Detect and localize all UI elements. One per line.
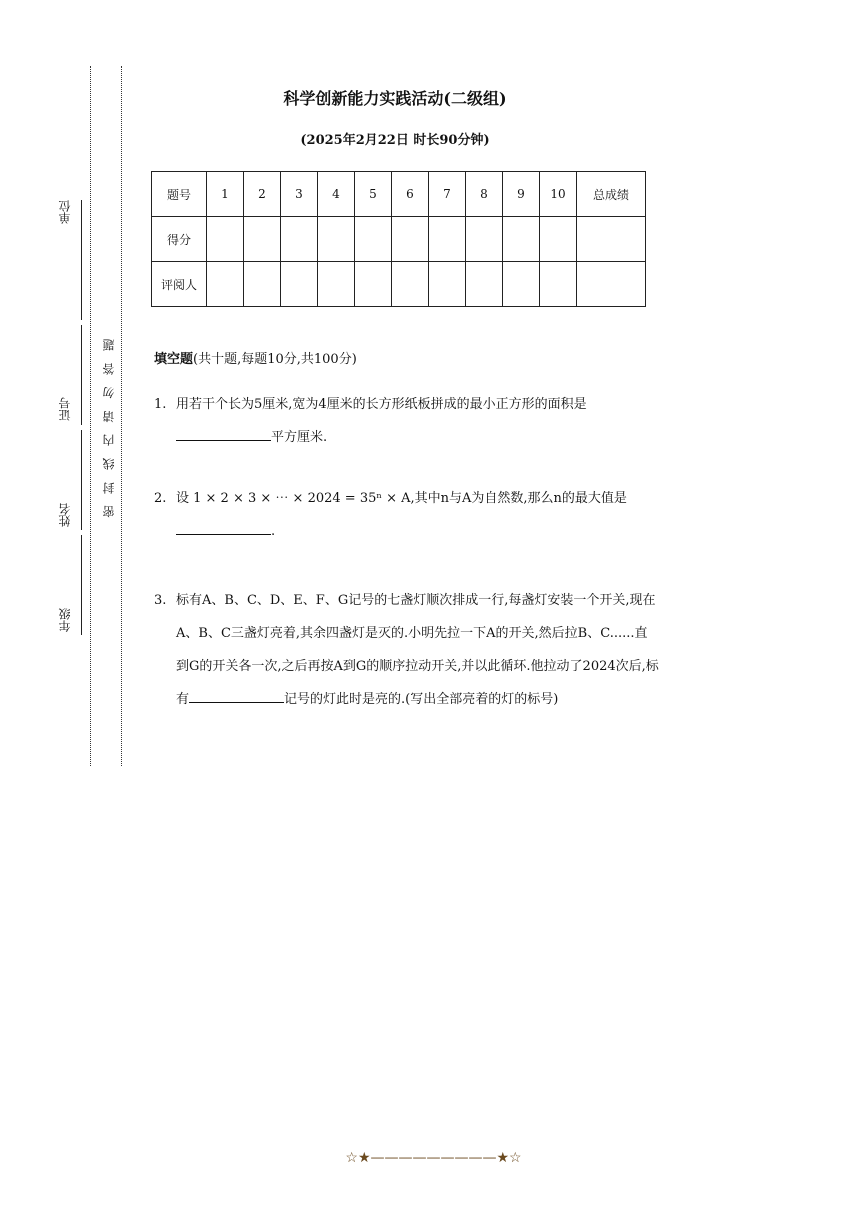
question-text: 设 1 × 2 × 3 × ⋯ × 2024 = 35ⁿ × A,其中n与A为自然数,那么n的最大值是 xyxy=(176,491,627,506)
row-label: 评阅人 xyxy=(152,262,207,307)
grader-cell xyxy=(466,262,503,307)
score-cell xyxy=(577,217,646,262)
question-text-suffix: . xyxy=(271,524,276,539)
table-row xyxy=(152,217,646,262)
question-number: 3. xyxy=(154,593,167,608)
unit-line xyxy=(81,200,82,320)
grader-cell xyxy=(503,262,540,307)
score-table xyxy=(151,171,646,307)
outer-dotted-line xyxy=(90,66,91,766)
id-label: 证号 xyxy=(58,397,72,421)
section-note: (共十题,每题10分,共100分) xyxy=(193,352,357,367)
name-line xyxy=(81,430,82,530)
inner-dotted-line xyxy=(121,66,122,766)
name-field xyxy=(56,503,73,527)
unit-field xyxy=(56,200,73,224)
score-cell xyxy=(281,217,318,262)
question-text: 标有A、B、C、D、E、F、G记号的七盏灯顺次排成一行,每盏灯安装一个开关,现在A、B、C三盏灯亮着,其余四盏灯是灭的.小明先拉一下A的开关,然后拉B、C......直到G的开关各一次,之后再按A到G的顺序拉动开关,并以此循环.他拉动了2024次后,标有 xyxy=(176,593,659,707)
column-header: 2 xyxy=(244,172,281,217)
grader-cell xyxy=(429,262,466,307)
grader-cell xyxy=(281,262,318,307)
id-line xyxy=(81,325,82,425)
column-header: 7 xyxy=(429,172,466,217)
page-subtitle: (2025年2月22日 时长90分钟) xyxy=(300,133,490,148)
seal-notice: 密 封 线 内 请 勿 答 题 xyxy=(102,335,116,518)
score-cell xyxy=(207,217,244,262)
column-header: 10 xyxy=(540,172,577,217)
grader-cell xyxy=(392,262,429,307)
column-header: 9 xyxy=(503,172,540,217)
column-header: 总成绩 xyxy=(577,172,646,217)
footer-ornament: ☆★—————————★☆ xyxy=(345,1150,522,1166)
row-label: 得分 xyxy=(152,217,207,262)
row-label: 题号 xyxy=(152,172,207,217)
question-text: 用若干个长为5厘米,宽为4厘米的长方形纸板拼成的最小正方形的面积是 xyxy=(176,397,587,412)
score-cell xyxy=(244,217,281,262)
unit-label: 单位 xyxy=(58,200,72,224)
section-label: 填空题 xyxy=(154,352,194,367)
grader-cell xyxy=(207,262,244,307)
score-cell xyxy=(466,217,503,262)
answer-blank[interactable] xyxy=(176,426,271,441)
page-title: 科学创新能力实践活动(二级组) xyxy=(283,89,507,108)
question-text-suffix: 平方厘米. xyxy=(271,430,328,445)
column-header: 6 xyxy=(392,172,429,217)
name-label: 姓名 xyxy=(58,503,72,527)
grader-cell xyxy=(318,262,355,307)
grader-cell xyxy=(244,262,281,307)
score-cell xyxy=(503,217,540,262)
table-row xyxy=(152,262,646,307)
score-cell xyxy=(355,217,392,262)
question-number: 2. xyxy=(154,491,167,506)
table-row xyxy=(152,172,646,217)
grade-line xyxy=(81,535,82,635)
grade-label: 年级 xyxy=(58,608,72,632)
question-2 xyxy=(154,482,659,548)
column-header: 3 xyxy=(281,172,318,217)
column-header: 5 xyxy=(355,172,392,217)
question-1 xyxy=(154,388,659,454)
section-heading xyxy=(154,348,357,367)
grader-cell xyxy=(355,262,392,307)
column-header: 4 xyxy=(318,172,355,217)
id-field xyxy=(56,397,73,421)
grader-cell xyxy=(540,262,577,307)
grader-cell xyxy=(577,262,646,307)
column-header: 1 xyxy=(207,172,244,217)
score-cell xyxy=(318,217,355,262)
question-text-suffix: 记号的灯此时是亮的.(写出全部亮着的灯的标号) xyxy=(284,692,559,707)
score-cell xyxy=(429,217,466,262)
column-header: 8 xyxy=(466,172,503,217)
answer-blank[interactable] xyxy=(176,520,271,535)
grade-field xyxy=(56,608,73,632)
score-cell xyxy=(540,217,577,262)
question-3 xyxy=(154,584,659,716)
score-cell xyxy=(392,217,429,262)
question-number: 1. xyxy=(154,397,167,412)
answer-blank[interactable] xyxy=(189,688,284,703)
